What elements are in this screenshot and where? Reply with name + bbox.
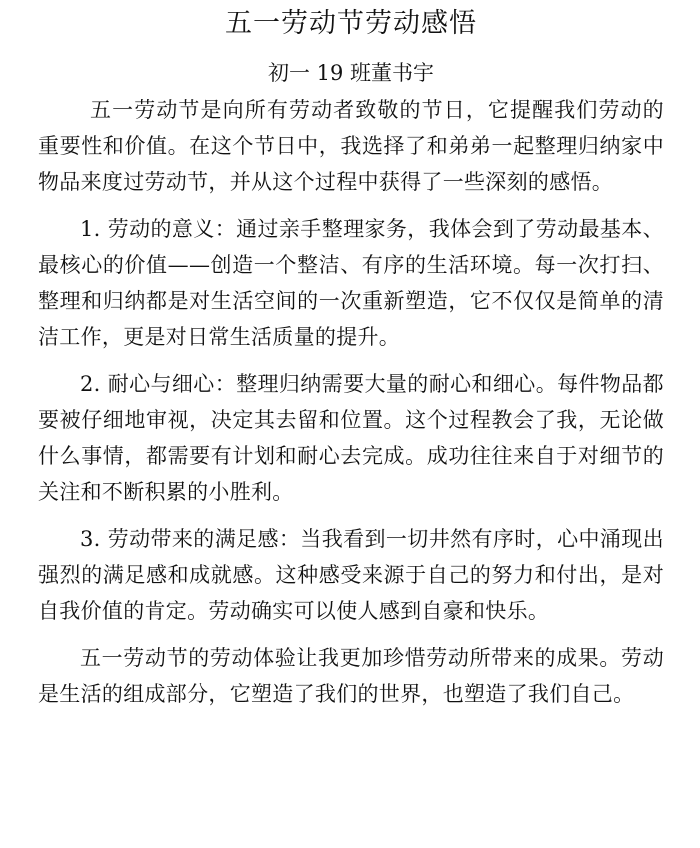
paragraph-point-3: 3. 劳动带来的满足感：当我看到一切井然有序时，心中涌现出强烈的满足感和成就感。这种感受来源于自己的努力和付出，是对自我价值的肯定。劳动确实可以使人感到自豪和快乐。 [38, 527, 664, 623]
paragraph-intro: 五一劳动节是向所有劳动者致敬的节日，它提醒我们劳动的重要性和价值。在这个节日中，我选择了和弟弟一起整理归纳家中物品来度过劳动节，并从这个过程中获得了一些深刻的感悟。 [38, 98, 664, 194]
document-title: 五一劳动节劳动感悟 [225, 8, 477, 39]
paragraph-point-2: 2. 耐心与细心：整理归纳需要大量的耐心和细心。每件物品都要被仔细地审视，决定其去留和位置。这个过程教会了我，无论做什么事情，都需要有计划和耐心去完成。成功往往来自于对细节的关注和不断积累的小胜利。 [38, 372, 664, 504]
paragraph-point-1: 1. 劳动的意义：通过亲手整理家务，我体会到了劳动最基本、最核心的价值——创造一个整洁、有序的生活环境。每一次打扫、整理和归纳都是对生活空间的一次重新塑造，它不仅仅是简单的清洁工作，更是对日常生活质量的提升。 [38, 217, 664, 349]
paragraph-conclusion: 五一劳动节的劳动体验让我更加珍惜劳动所带来的成果。劳动是生活的组成部分，它塑造了我们的世界，也塑造了我们自己。 [38, 646, 664, 706]
document-author: 初一 19 班董书宇 [267, 61, 435, 85]
